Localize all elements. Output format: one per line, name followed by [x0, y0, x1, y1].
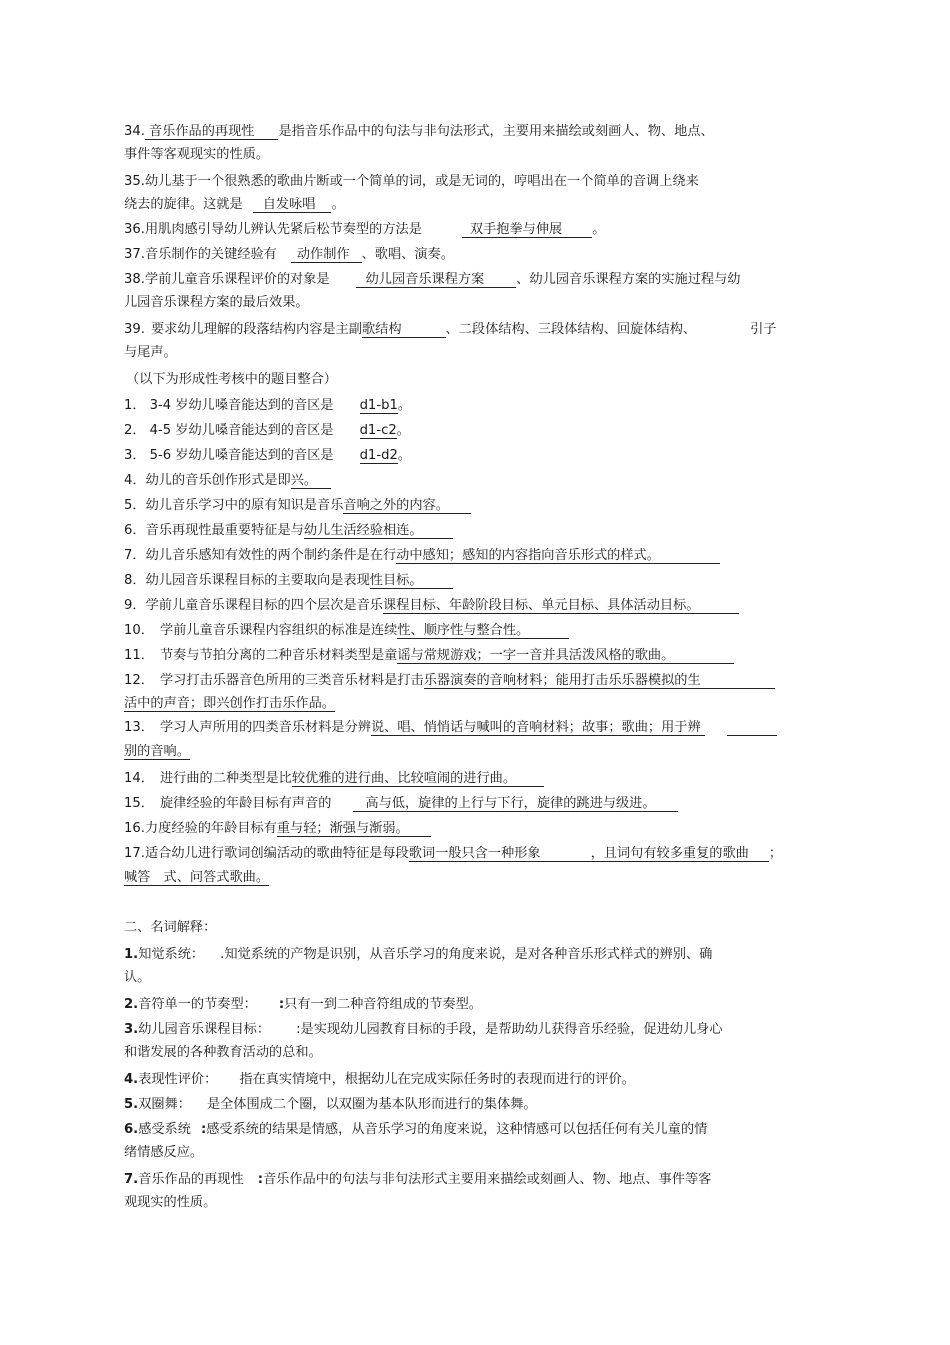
formative-2: 2． 4-5 岁幼儿嗓音能达到的音区是 d1-c2。 [124, 423, 410, 438]
formative-3: 3． 5-6 岁幼儿嗓音能达到的音区是 d1-d2。 [124, 448, 412, 463]
answer-blank: 说、唱、悄悄话与喊叫的音响材料；故事；歌曲；用于辨 [371, 720, 705, 736]
answer-blank: 音乐作品的再现性 [145, 124, 279, 140]
formative-12-cont: 活中的声音；即兴创作打击乐作品。 [124, 696, 335, 711]
term-6: 6.感受系统 :感受系统的结果是情感，从音乐学习的角度来说，这种情感可以包括任何有关儿童的情 [124, 1122, 708, 1137]
answer-blank: 幼儿生活经验相连。 [304, 523, 453, 539]
question-36: 36.用肌肉感引导幼儿辨认先紧后松节奏型的方法是 双手抱拳与伸展 。 [124, 222, 606, 237]
answer-blank: 性、顺序性与整合性。 [397, 623, 569, 639]
answer-blank: 课程目标、年龄阶段目标、单元目标、具体活动目标。 [383, 598, 740, 614]
answer-blank: 高与低，旋律的上行与下行，旋律的跳进与级进。 [353, 796, 677, 812]
formative-12: 12． 学习打击乐器音色所用的三类音乐材料是打击乐器演奏的音响材料；能用打击乐乐器模拟的生 [124, 671, 775, 691]
answer-blank: 兴。 [291, 473, 331, 489]
answer-blank: 自发咏唱 [253, 197, 332, 213]
answer-blank: 谣与常规游戏；一字一音并具活泼风格的歌曲。 [397, 648, 734, 664]
answer-blank: 性目标。 [370, 573, 453, 589]
answer-blank: 动中感知；感知的内容指向音乐形式的样式。 [396, 548, 720, 564]
question-35: 35.幼儿基于一个很熟悉的歌曲片断或一个简单的词，或是无词的，哼唱出在一个简单的音调上绕来 [124, 174, 699, 189]
term-4: 4.表现性评价： 指在真实情境中，根据幼儿在完成实际任务时的表现而进行的评价。 [124, 1072, 635, 1087]
formative-6: 6．音乐再现性最重要特征是与幼儿生活经验相连。 [124, 521, 453, 541]
formative-4: 4．幼儿的音乐创作形式是即兴。 [124, 471, 331, 491]
formative-5: 5．幼儿音乐学习中的原有知识是音乐音响之外的内容。 [124, 496, 471, 516]
term-1-cont: 认。 [124, 970, 151, 985]
formative-8: 8．幼儿园音乐课程目标的主要取向是表现性目标。 [124, 571, 453, 591]
term-1: 1.知觉系统： .知觉系统的产物是识别，从音乐学习的角度来说，是对各种音乐形式样式的辨别、确 [124, 947, 713, 962]
formative-13-cont: 别的音响。 [124, 744, 190, 759]
question-35-cont: 绕去的旋律。这就是 自发咏唱 。 [124, 197, 345, 212]
term-2: 2.音符单一的节奏型： :只有一到二种音符组成的节奏型。 [124, 997, 482, 1012]
formative-10: 10． 学前儿童音乐课程内容组织的标准是连续性、顺序性与整合性。 [124, 621, 569, 641]
question-34-cont: 事件等客观现实的性质。 [124, 147, 270, 162]
formative-17-cont: 喊答 式、问答式歌曲。 [124, 870, 270, 885]
term-3-cont: 和谐发展的各种教育活动的总和。 [124, 1045, 322, 1060]
term-7-cont: 观现实的性质。 [124, 1195, 217, 1210]
question-38: 38.学前儿童音乐课程评价的对象是 幼儿园音乐课程方案 、幼儿园音乐课程方案的实施过程与幼 [124, 272, 741, 287]
formative-16: 16.力度经验的年龄目标有重与轻；渐强与渐弱。 [124, 819, 431, 839]
term-7: 7.音乐作品的再现性 :音乐作品中的句法与非句法形式主要用来描绘或刻画人、物、地点、事件等客 [124, 1172, 712, 1187]
formative-1: 1． 3-4 岁幼儿嗓音能达到的音区是 d1-b1。 [124, 398, 412, 413]
answer-blank: d1-d2 [359, 448, 398, 463]
question-34: 34. 音乐作品的再现性 是指音乐作品中的句法与非句法形式，主要用来描绘或刻画人、物、地点、 [124, 124, 714, 139]
answer-blank: d1-c2 [359, 423, 397, 438]
formative-13: 13． 学习人声所用的四类音乐材料是分辨说、唱、悄悄话与喊叫的音响材料；故事；歌曲；用于辨 [124, 718, 777, 738]
formative-9: 9．学前儿童音乐课程目标的四个层次是音乐课程目标、年龄阶段目标、单元目标、具体活动目标。 [124, 596, 739, 616]
term-3: 3.幼儿园音乐课程目标： :是实现幼儿园教育目标的手段，是帮助幼儿获得音乐经验，促进幼儿身心 [124, 1022, 723, 1037]
answer-blank: 重与轻；渐强与渐弱。 [277, 821, 431, 837]
answer-blank: 较优雅的进行曲、比较喧闹的进行曲。 [292, 771, 544, 787]
answer-blank: 歌词一般只含一种形象 [409, 846, 591, 862]
answer-blank: 双手抱拳与伸展 [462, 222, 592, 238]
question-39-cont: 与尾声。 [124, 345, 177, 360]
question-39: 39. 要求幼儿理解的段落结构内容是主副歌结构 、二段体结构、三段体结构、回旋体结构、 引子 [124, 322, 777, 337]
formative-15: 15． 旋律经验的年龄目标有声音的 高与低，旋律的上行与下行，旋律的跳进与级进。 [124, 794, 678, 814]
section-title: 二、名词解释： [124, 920, 217, 935]
formative-14: 14． 进行曲的二种类型是比较优雅的进行曲、比较喧闹的进行曲。 [124, 769, 544, 789]
term-5: 5.双圈舞： 是全体围成二个圈，以双圈为基本队形而进行的集体舞。 [124, 1097, 537, 1112]
answer-blank: 歌结构 [362, 322, 446, 338]
term-6-cont: 绪情感反应。 [124, 1145, 204, 1160]
answer-blank: 音响之外的内容。 [343, 498, 471, 514]
formative-11: 11． 节奏与节拍分离的二种音乐材料类型是童谣与常规游戏；一字一音并具活泼风格的歌曲。 [124, 646, 734, 666]
answer-blank: d1-b1 [359, 398, 398, 413]
answer-blank: 动作制作 [291, 247, 362, 263]
question-37: 37.音乐制作的关键经验有 动作制作 、歌唱、演奏。 [124, 247, 454, 262]
formative-7: 7．幼儿音乐感知有效性的两个制约条件是在行动中感知；感知的内容指向音乐形式的样式。 [124, 546, 720, 566]
answer-blank: 乐器演奏的音响材料；能用打击乐乐器模拟的生 [424, 673, 775, 689]
formative-note: （以下为形成性考核中的题目整合） [126, 372, 337, 387]
formative-17: 17.适合幼儿进行歌词创编活动的歌曲特征是每段歌词一般只含一种形象 ，且词句有较多重复的歌曲 ； [124, 846, 783, 861]
answer-blank: 幼儿园音乐课程方案 [356, 272, 517, 288]
question-38-cont: 儿园音乐课程方案的最后效果。 [124, 295, 309, 310]
